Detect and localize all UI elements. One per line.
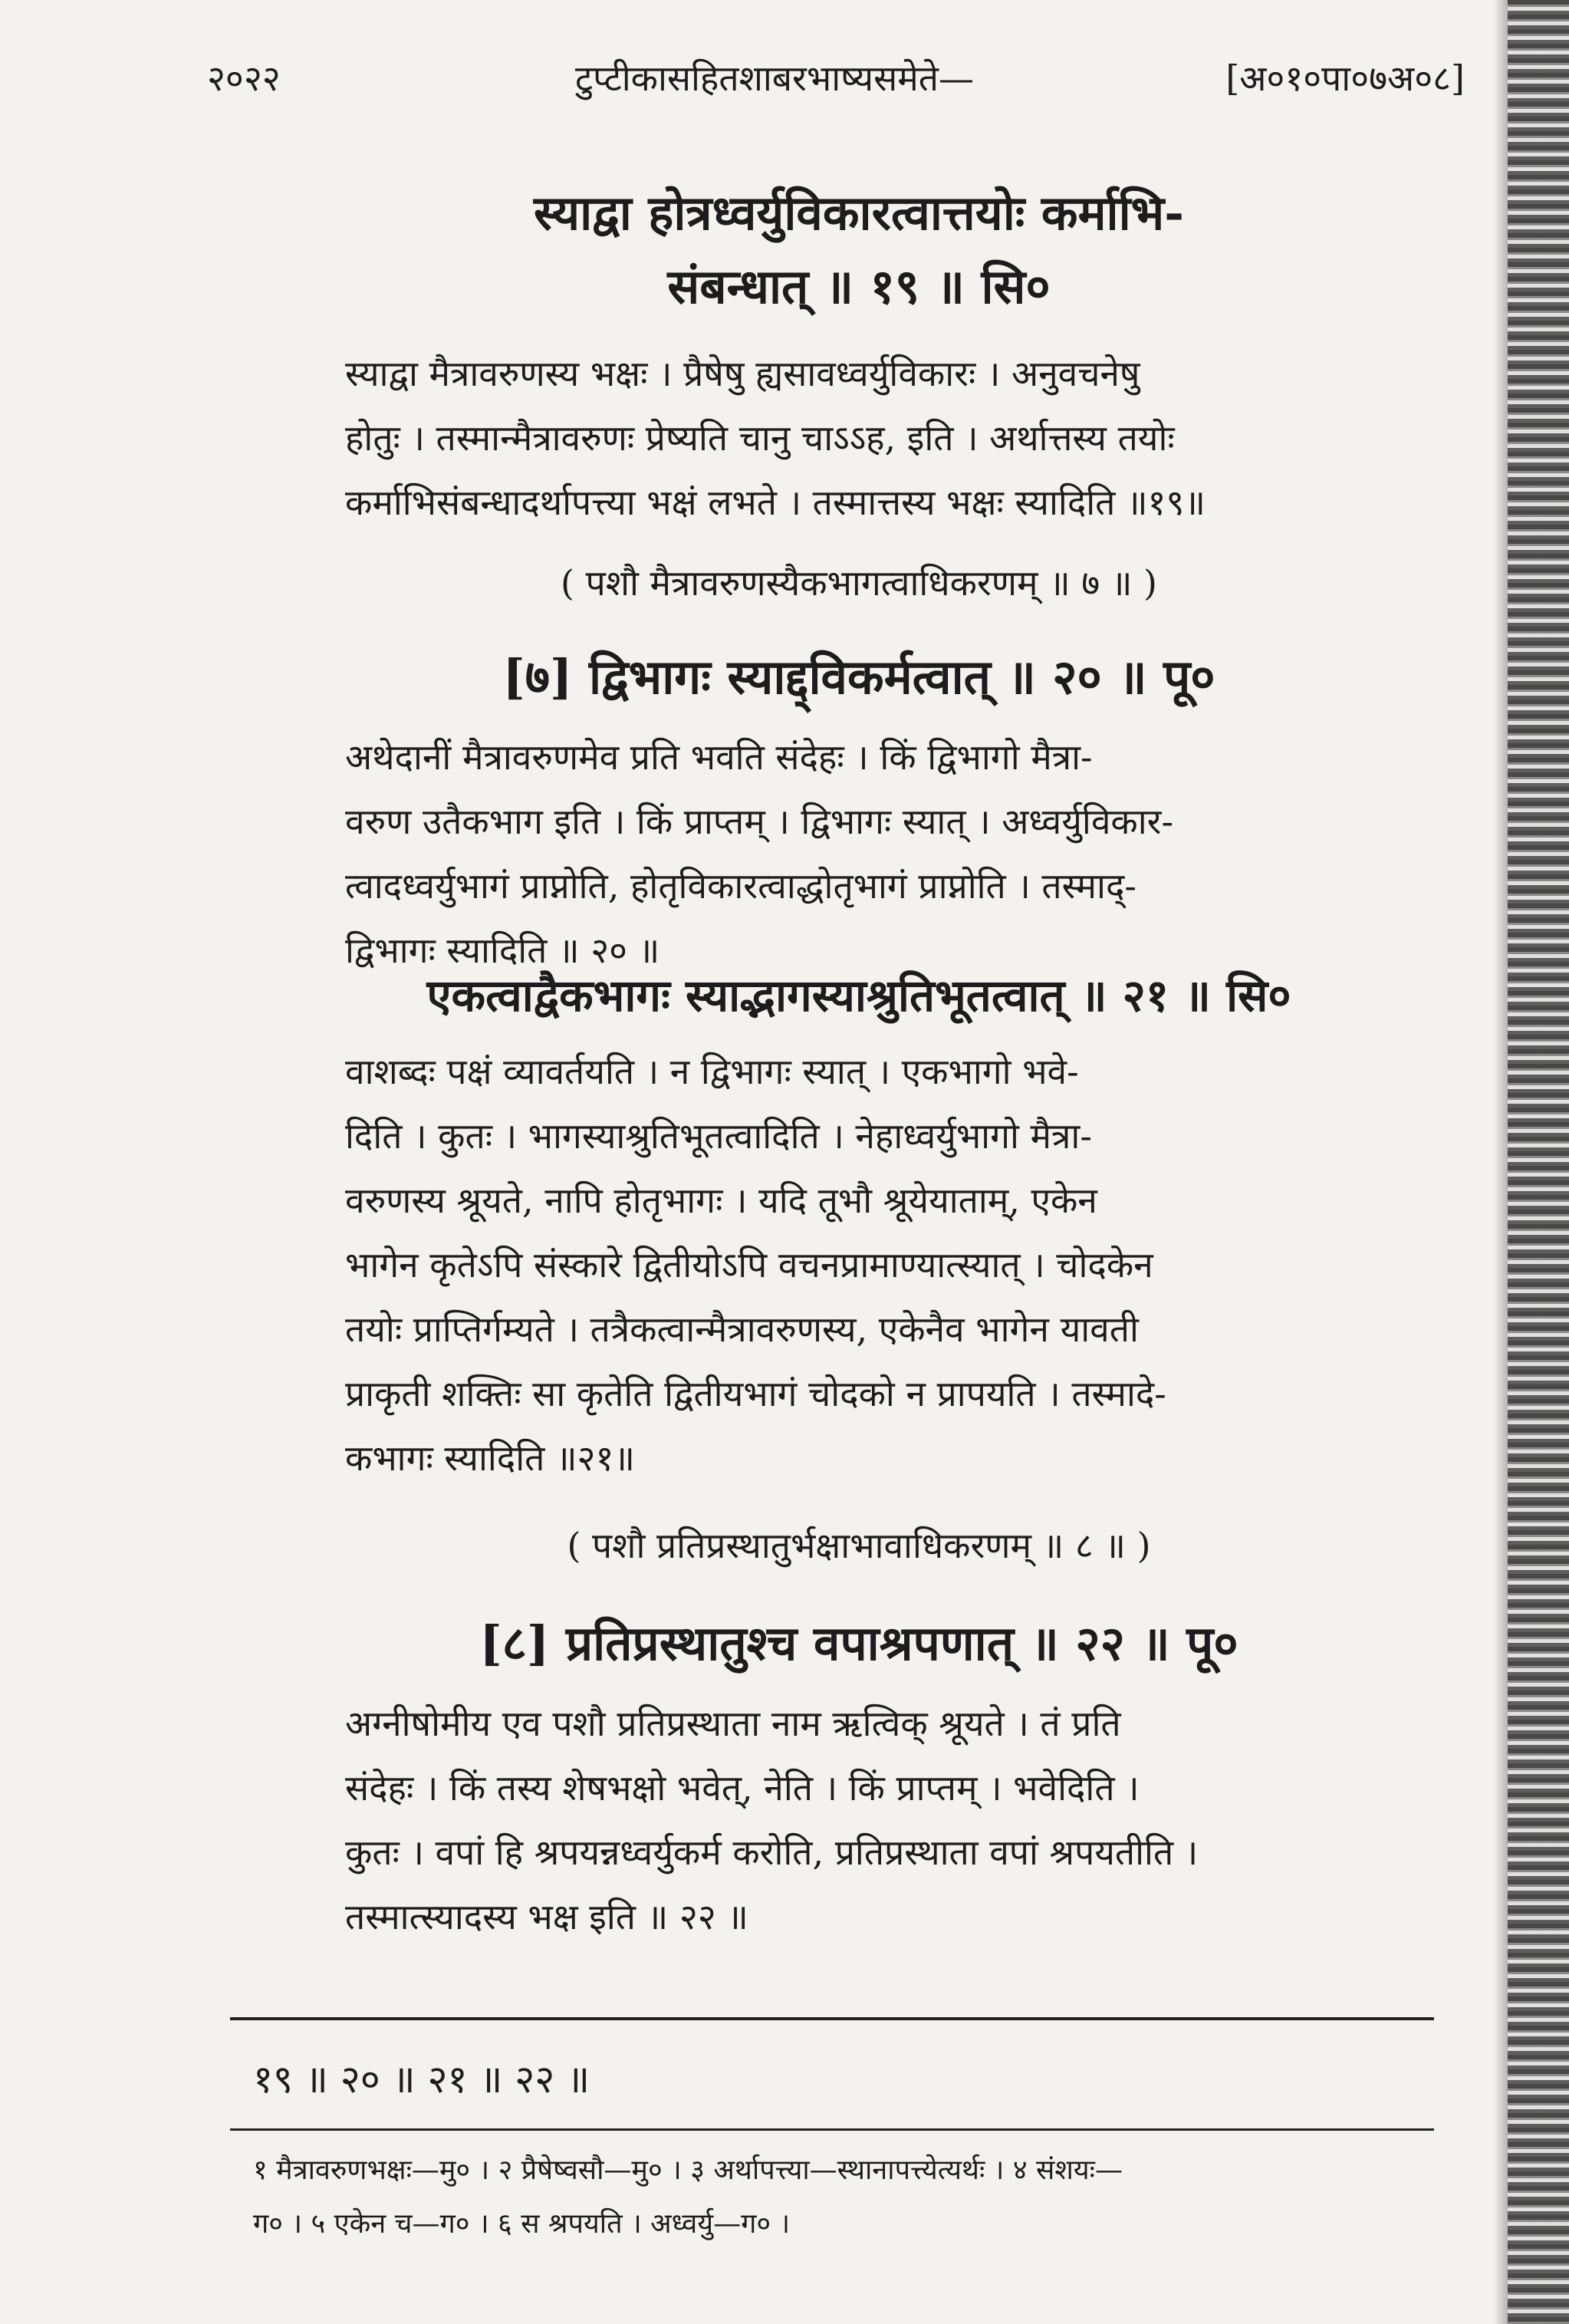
sutra-20: [७] द्विभागः स्याद्द्विकर्मत्वात् ॥ २० ॥ पू०	[502, 649, 1215, 705]
bhashya-22-line: कुतः । वपां हि श्रपयन्नध्वर्युकर्म करोति, प्रतिप्रस्थाता वपां श्रपयतीति ।	[345, 1832, 1199, 1873]
page-number: २०२२	[207, 58, 281, 99]
running-title: टुप्टीकासहितशाबरभाष्यसमेते—	[575, 58, 974, 99]
running-header	[207, 54, 1465, 123]
bhashya-20-line: वरुण उतैकभाग इति । किं प्राप्तम् । द्विभागः स्यात् । अध्वर्युविकार-	[345, 801, 1174, 842]
sutra-19-line-1: स्याद्वा होत्रध्वर्युविकारत्वात्तयोः कर्माभि-	[534, 185, 1184, 241]
sutra-22: [८] प्रतिप्रस्थातुश्च वपाश्रपणात् ॥ २२ ॥ पू०	[479, 1615, 1238, 1671]
bhashya-22-line: अग्नीषोमीय एव पशौ प्रतिप्रस्थाता नाम ऋत्विक् श्रूयते । तं प्रति	[345, 1703, 1121, 1744]
bhashya-19	[284, 341, 1465, 535]
sutra-19-line-2: संबन्धात् ॥ १९ ॥ सि०	[667, 258, 1051, 314]
sutra-19	[261, 176, 1457, 324]
bhashya-20-line: द्विभागः स्यादिति ॥ २० ॥	[345, 930, 660, 971]
sutra-number-list: १९ ॥ २० ॥ २१ ॥ २२ ॥	[253, 2057, 590, 2102]
bhashya-21-line: तयोः प्राप्तिर्गम्यते । तत्रैकत्वान्मैत्रावरुणस्य, एकेनैव भागेन यावती	[345, 1308, 1139, 1350]
bhashya-20-line: अथेदानीं मैत्रावरुणमेव प्रति भवति संदेहः । किं द्विभागो मैत्रा-	[345, 736, 1093, 778]
footnote-line: १ मैत्रावरुणभक्षः—मु० । २ प्रैषेष्वसौ—मु० । ३ अर्थापत्त्या—स्थानापत्त्येत्यर्थः । ४ संशयः—	[253, 2154, 1123, 2186]
bhashya-19-line: कर्माभिसंबन्धादर्थापत्त्या भक्षं लभते । तस्मात्तस्य भक्षः स्यादिति ॥१९॥	[345, 482, 1206, 523]
bhashya-19-line: होतुः । तस्मान्मैत्रावरुणः प्रेष्यति चानु चाऽऽह, इति । अर्थात्तस्य तयोः	[345, 417, 1175, 459]
footnotes	[253, 2144, 1449, 2251]
bhashya-21-line: दिति । कुतः । भागस्याश्रुतिभूतत्वादिति । नेहाध्वर्युभागो मैत्रा-	[345, 1115, 1092, 1157]
bhashya-21-line: वरुणस्य श्रूयते, नापि होतृभागः । यदि तूभौ श्रूयेयाताम्, एकेन	[345, 1180, 1097, 1221]
bhashya-22	[284, 1691, 1465, 1949]
bhashya-19-line: स्याद्वा मैत्रावरुणस्य भक्षः । प्रैषेषु ह्यसावध्वर्युविकारः । अनुवचनेषु	[345, 353, 1140, 394]
bhashya-20-line: त्वादध्वर्युभागं प्राप्नोति, होतृविकारत्वाद्धोतृभागं प्राप्नोति । तस्माद्-	[345, 865, 1136, 907]
adhikarana-heading-7: ( पशौ मैत्रावरुणस्यैकभागत्वाधिकरणम् ॥ ७ ॥ )	[561, 562, 1157, 604]
divider-rule	[230, 2017, 1434, 2020]
bhashya-21-line: प्राकृती शक्तिः सा कृतेति द्वितीयभागं चोदको न प्रापयति । तस्मादे-	[345, 1373, 1166, 1414]
bhashya-22-line: तस्मात्स्यादस्य भक्ष इति ॥ २२ ॥	[345, 1896, 748, 1937]
page-binding-shadow	[1494, 0, 1508, 2324]
bhashya-21-line: कभागः स्यादिति ॥२१॥	[345, 1437, 635, 1479]
adhikarana-heading-8: ( पशौ प्रतिप्रस्थातुर्भक्षाभावाधिकरणम् ॥ ८ ॥ )	[567, 1525, 1151, 1566]
page-edge	[1508, 0, 1569, 2324]
bhashya-21	[284, 1039, 1465, 1490]
bhashya-20	[284, 725, 1465, 983]
footnote-rule	[230, 2128, 1434, 2131]
footnote-line: ग० । ५ एकेन च—ग० । ६ स श्रपयति । अध्वर्यु—ग० ।	[253, 2208, 791, 2240]
bhashya-21-line: भागेन कृतेऽपि संस्कारे द्वितीयोऽपि वचनप्रामाण्यात्स्यात् । चोदकेन	[345, 1244, 1153, 1285]
bhashya-21-line: वाशब्दः पक्षं व्यावर्तयति । न द्विभागः स्यात् । एकभागो भवे-	[345, 1051, 1079, 1092]
sutra-21: एकत्वाद्वैकभागः स्याद्भागस्याश्रुतिभूतत्वात् ॥ २१ ॥ सि०	[426, 969, 1291, 1022]
chapter-reference: [अ०१०पा०७अ०८]	[1225, 58, 1465, 99]
bhashya-22-line: संदेहः । किं तस्य शेषभक्षो भवेत्, नेति । किं प्राप्तम् । भवेदिति ।	[345, 1767, 1140, 1809]
